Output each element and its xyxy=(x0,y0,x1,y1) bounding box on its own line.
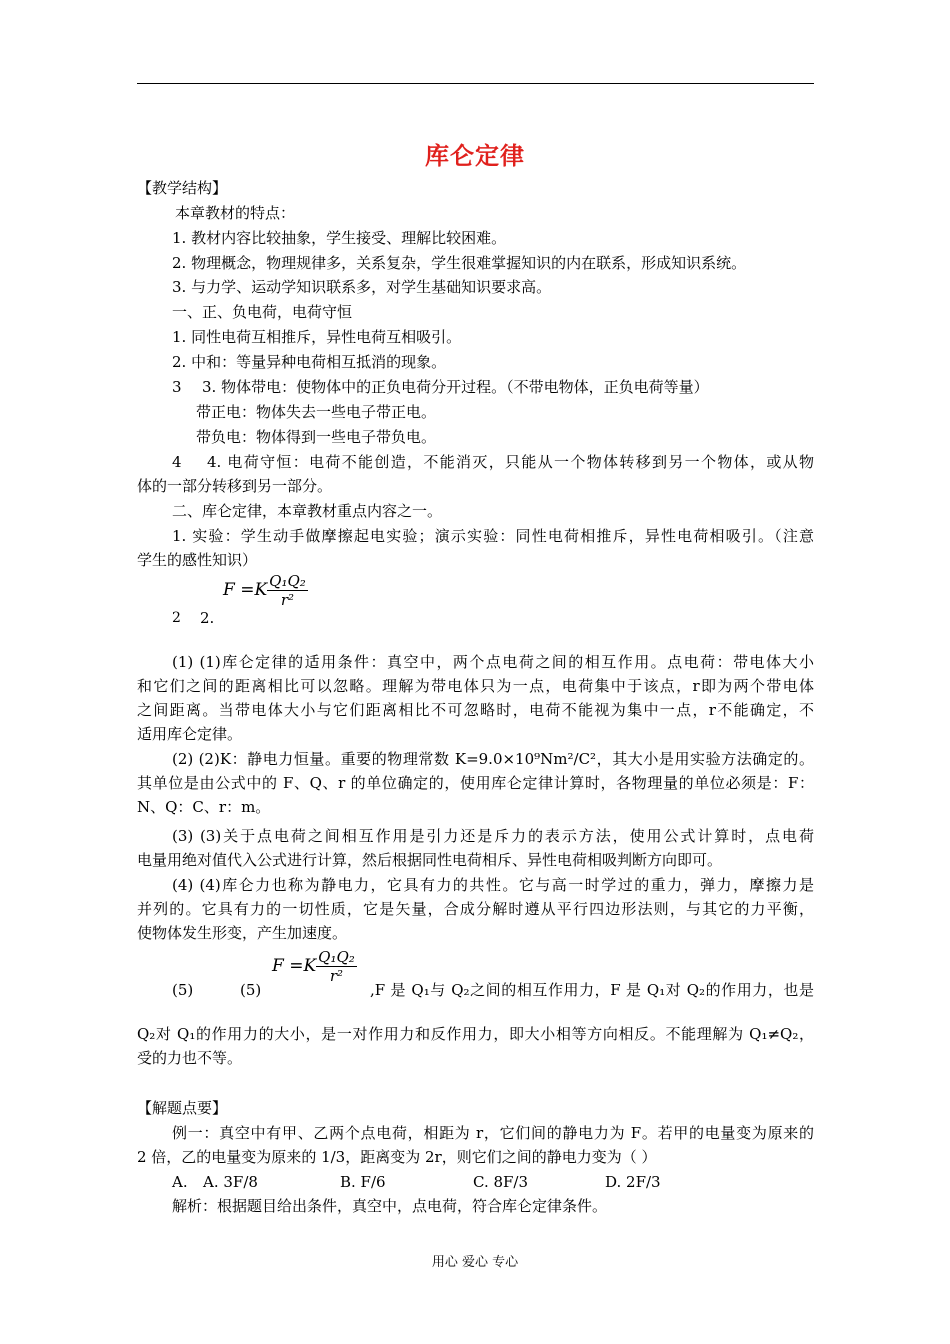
intro-line: 本章教材的特点： xyxy=(175,204,296,222)
formula-denominator: r² xyxy=(280,591,295,609)
note4-line-3: 使物体发生形变，产生加速度。 xyxy=(137,924,348,942)
note4-line-1: (4) (4)库仑力也称为静电力，它具有力的共性。它与高一时学过的重力，弹力，摩擦力是 xyxy=(172,876,814,894)
section-heading-structure: 【教学结构】 xyxy=(137,179,228,197)
item2-number: 2 xyxy=(172,610,181,626)
positive-charge-line: 带正电：物体失去一些电子带正电。 xyxy=(196,403,437,421)
note5-line-2: Q₂对 Q₁的作用力的大小，是一对作用力和反作用力，即大小相等方向相反。不能理解为 Q₁≠Q₂， xyxy=(137,1025,814,1043)
note3-line-1: (3) (3)关于点电荷之间相互作用是引力还是斥力的表示方法，使用公式计算时，点电荷 xyxy=(172,827,814,845)
formula-numerator: Q₁Q₂ xyxy=(269,572,306,590)
note2-line-2: 其单位是由公式中的 F、Q、r 的单位确定的，使用库仑定律计算时，各物理量的单位必须是：F： xyxy=(137,774,814,792)
item3-text: 3. 物体带电：使物体中的正负电荷分开过程。（不带电物体，正负电荷等量） xyxy=(202,378,709,396)
part1-item-2: 2. 中和：等量异种电荷相互抵消的现象。 xyxy=(172,353,447,371)
example-line-2: 2 倍，乙的电量变为原来的 1/3，距离变为 2r，则它们之间的静电力变为（ ） xyxy=(137,1148,657,1166)
option-a: A. 3F/8 xyxy=(203,1173,258,1191)
feature-1: 1. 教材内容比较抽象，学生接受、理解比较困难。 xyxy=(172,229,507,247)
note2-line-1: (2) (2)K：静电力恒量。重要的物理常数 K=9.0×10⁹Nm²/C²，其大小是用实验方法确定的。 xyxy=(172,750,814,768)
feature-2: 2. 物理概念，物理规律多，关系复杂，学生很难掌握知识的内在联系，形成知识系统。 xyxy=(172,254,747,272)
coulomb-formula-2 xyxy=(272,948,357,985)
note5-line-3: 受的力也不等。 xyxy=(137,1049,243,1067)
note1-line-3: 之间距离。当带电体大小与它们距离相比不可忽略时，电荷不能视为集中一点，r不能确定，不 xyxy=(137,701,814,719)
item3-number: 3 xyxy=(172,378,182,396)
formula2-eq: = xyxy=(289,956,304,976)
formula2-fraction xyxy=(316,948,357,985)
negative-charge-line: 带负电：物体得到一些电子带负电。 xyxy=(196,428,437,446)
part1-item-1: 1. 同性电荷互相推斥，异性电荷互相吸引。 xyxy=(172,328,462,346)
experiment-line-2: 学生的感性知识） xyxy=(137,551,258,569)
options-lead: A. xyxy=(172,1173,188,1191)
item2-label: 2. xyxy=(200,609,215,627)
option-c: C. 8F/3 xyxy=(473,1173,529,1191)
page-title: 库仑定律 xyxy=(425,142,525,170)
feature-3: 3. 与力学、运动学知识联系多，对学生基础知识要求高。 xyxy=(172,278,552,296)
formula2-k: K xyxy=(303,956,317,976)
formula-fraction xyxy=(267,572,308,609)
part2-heading: 二、库仑定律，本章教材重点内容之一。 xyxy=(172,502,443,520)
note5-number-a: (5) xyxy=(172,981,194,999)
note4-line-2: 并列的。它具有力的一切性质，它是矢量，合成分解时遵从平行四边形法则，与其它的力平衡， xyxy=(137,900,814,918)
formula-lhs: F xyxy=(223,580,235,600)
formula2-lhs: F xyxy=(272,956,284,976)
note1-line-1: (1) (1)库仑定律的适用条件：真空中，两个点电荷之间的相互作用。点电荷：带电体大小 xyxy=(172,653,814,671)
note1-line-4: 适用库仑定律。 xyxy=(137,725,243,743)
analysis-line: 解析：根据题目给出条件，真空中，点电荷，符合库仑定律条件。 xyxy=(172,1197,608,1215)
note5-line-1: ,F 是 Q₁与 Q₂之间的相互作用力，F 是 Q₁对 Q₂的作用力，也是 xyxy=(370,981,814,999)
note1-line-2: 和它们之间的距离相比可以忽略。理解为带电体只为一点，电荷集中于该点，r即为两个带电体 xyxy=(137,677,814,695)
part1-heading: 一、正、负电荷，电荷守恒 xyxy=(172,303,353,321)
note5-number-b: (5) xyxy=(240,981,262,999)
formula2-numerator: Q₁Q₂ xyxy=(318,948,355,966)
experiment-line-1: 1. 实验：学生动手做摩擦起电实验；演示实验：同性电荷相推斥，异性电荷相吸引。（注意 xyxy=(172,527,814,545)
formula2-denominator: r² xyxy=(329,967,344,985)
coulomb-formula xyxy=(223,572,308,609)
formula-eq: = xyxy=(240,580,255,600)
example-line-1: 例一：真空中有甲、乙两个点电荷，相距为 r，它们间的静电力为 F。若甲的电量变为原来的 xyxy=(172,1124,814,1142)
formula-k: K xyxy=(254,580,268,600)
item4-number: 4 xyxy=(172,453,182,471)
option-b: B. F/6 xyxy=(340,1173,386,1191)
item4-line-2: 体的一部分转移到另一部分。 xyxy=(137,477,333,495)
page-footer: 用心 爱心 专心 xyxy=(431,1255,519,1270)
note2-line-3: N、Q：C、r：m。 xyxy=(137,798,271,816)
header-rule xyxy=(137,83,814,84)
item4-line-1: 4. 电荷守恒：电荷不能创造，不能消灭，只能从一个物体转移到另一个物体，或从物 xyxy=(207,453,814,471)
note3-line-2: 电量用绝对值代入公式进行计算，然后根据同性电荷相斥、异性电荷相吸判断方向即可。 xyxy=(137,851,723,869)
option-d: D. 2F/3 xyxy=(605,1173,661,1191)
section-heading-solutions: 【解题点要】 xyxy=(137,1099,228,1117)
